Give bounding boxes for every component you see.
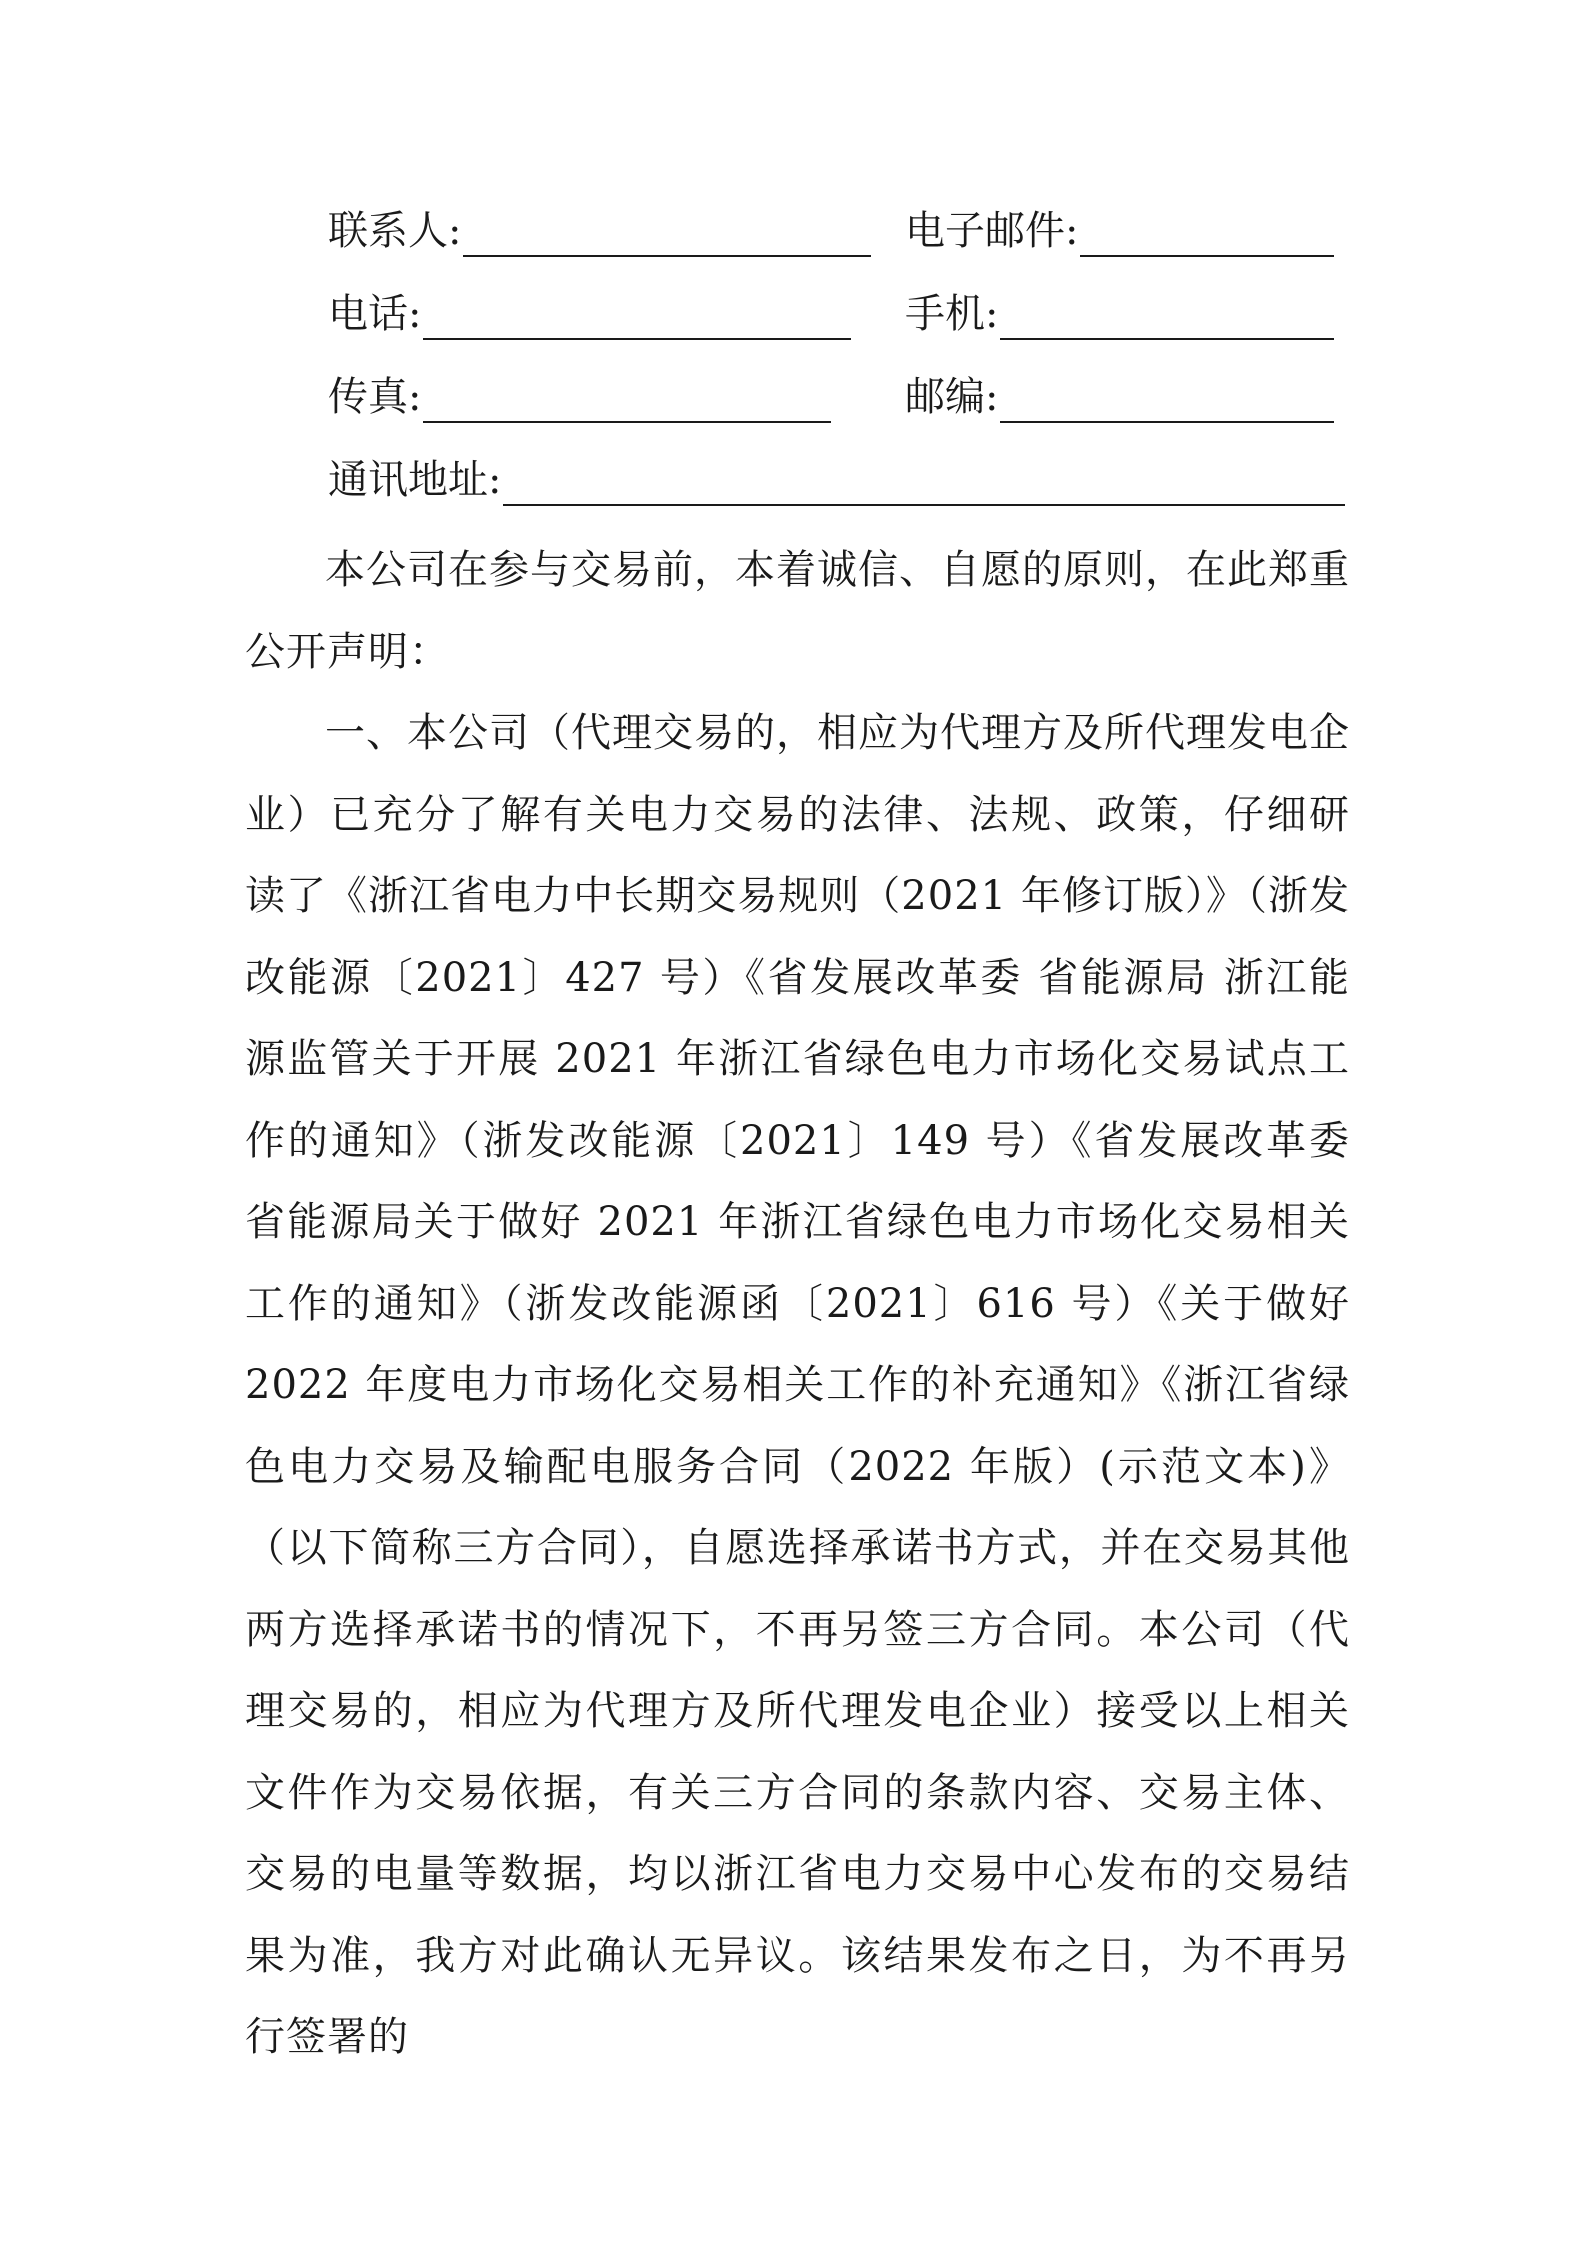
email-field[interactable] [905,205,1334,257]
declaration-intro: 本公司在参与交易前，本着诚信、自愿的原则，在此郑重公开声明： [245,547,1350,675]
address-blank[interactable] [503,464,1345,506]
contact-person-label: 联系人: [328,208,462,254]
phone-field[interactable] [328,288,851,340]
declaration-body [245,530,1350,2079]
postcode-field[interactable] [905,371,1334,423]
mobile-field[interactable] [905,288,1334,340]
fax-label: 传真: [328,374,422,420]
mobile-label: 手机: [905,291,999,337]
address-label: 通讯地址: [328,457,502,503]
contact-person-blank[interactable] [463,215,871,257]
address-field[interactable] [328,454,1345,506]
email-label: 电子邮件: [905,208,1079,254]
phone-blank[interactable] [423,298,851,340]
email-blank[interactable] [1080,215,1334,257]
contact-person-field[interactable] [328,205,871,257]
postcode-blank[interactable] [1000,381,1334,423]
mobile-blank[interactable] [1000,298,1334,340]
fax-blank[interactable] [423,381,831,423]
postcode-label: 邮编: [905,374,999,420]
phone-label: 电话: [328,291,422,337]
fax-field[interactable] [328,371,831,423]
declaration-clause-1: 一、本公司（代理交易的，相应为代理方及所代理发电企业）已充分了解有关电力交易的法律、法规、政策，仔细研读了《浙江省电力中长期交易规则（2021 年修订版）》（浙发改能源〔2021〕427 号）《省发展改革委 省能源局 浙江能源监管关于开展 2021 年浙江省绿色电力市场化交易试点工作的通知》（浙发改能源〔2021〕149 号）《省发展改革委 省能源局关于做好 2021 年浙江省绿色电力市场化交易相关工作的通知》（浙发改能源函〔2021〕616 号）《关于做好 2022 年度电力市场化交易相关工作的补充通知》《浙江省绿色电力交易及输配电服务合同（2022 年版）(示范文本)》（以下简称三方合同），自愿选择承诺书方式，并在交易其他两方选择承诺书的情况下，不再另签三方合同。本公司（代理交易的，相应为代理方及所代理发电企业）接受以上相关文件作为交易依据，有关三方合同的条款内容、交易主体、交易的电量等数据，均以浙江省电力交易中心发布的交易结果为准，我方对此确认无异议。该结果发布之日，为不再另行签署的 [245,710,1350,2060]
